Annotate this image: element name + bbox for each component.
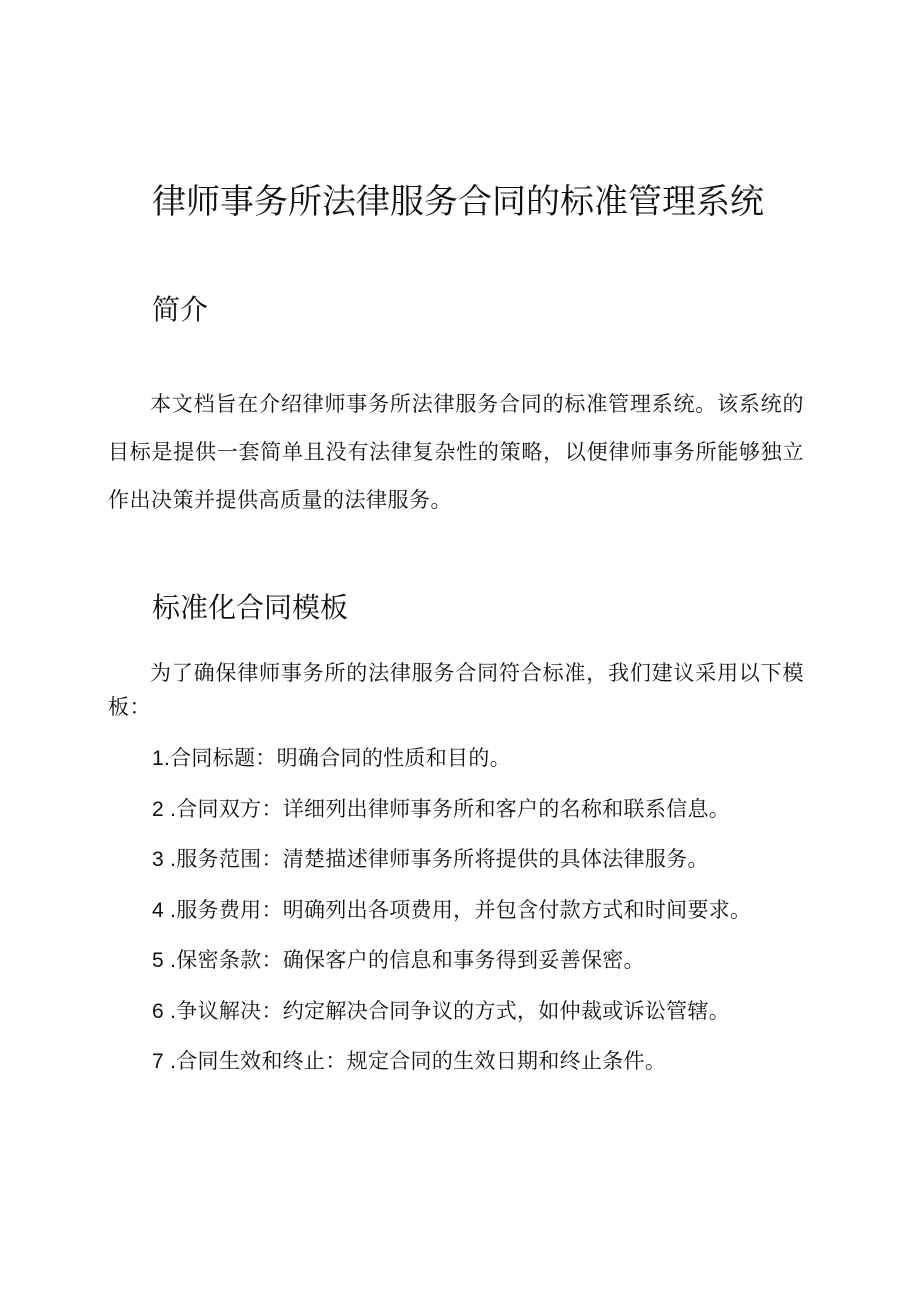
list-item-number: 5 . <box>152 949 177 972</box>
list-item <box>152 738 832 789</box>
list-item-text: 服务范围：清楚描述律师事务所将提供的具体法律服务。 <box>176 847 709 871</box>
list-item-number: 1. <box>152 747 171 770</box>
list-item-number: 4 . <box>152 898 177 922</box>
list-item-number: 6 . <box>152 999 177 1023</box>
list-item-text: 合同生效和终止：规定合同的生效日期和终止条件。 <box>176 1049 667 1073</box>
section-heading-templates: 标准化合同模板 <box>152 591 349 624</box>
list-item-text: 合同双方：详细列出律师事务所和客户的名称和联系信息。 <box>176 796 731 821</box>
list-item <box>152 890 832 941</box>
list-item-text: 保密条款：确保客户的信息和事务得到妥善保密。 <box>176 948 645 972</box>
list-item <box>152 991 832 1042</box>
intro-paragraph: 本文档旨在介绍律师事务所法律服务合同的标准管理系统。该系统的目标是提供一套简单且没有法律复杂性的策略，以便律师事务所能够独立作出决策并提供高质量的法律服务。 <box>108 392 804 512</box>
list-item-text: 争议解决：约定解决合同争议的方式，如仲裁或诉讼管辖。 <box>176 998 731 1023</box>
list-item <box>152 1041 832 1092</box>
list-item-number: 3 . <box>152 848 177 871</box>
list-item-text: 合同标题：明确合同的性质和目的。 <box>170 746 511 770</box>
list-item-number: 2 . <box>152 797 177 821</box>
document-title: 律师事务所法律服务合同的标准管理系统 <box>152 182 764 222</box>
list-item <box>152 839 832 890</box>
template-list <box>152 738 832 1092</box>
list-item-text: 服务费用：明确列出各项费用，并包含付款方式和时间要求。 <box>176 897 752 922</box>
section-heading-intro: 简介 <box>152 293 209 326</box>
list-item-number: 7 . <box>152 1050 177 1073</box>
list-item <box>152 940 832 991</box>
list-item <box>152 789 832 840</box>
templates-paragraph: 为了确保律师事务所的法律服务合同符合标准，我们建议采用以下模板： <box>108 661 804 719</box>
